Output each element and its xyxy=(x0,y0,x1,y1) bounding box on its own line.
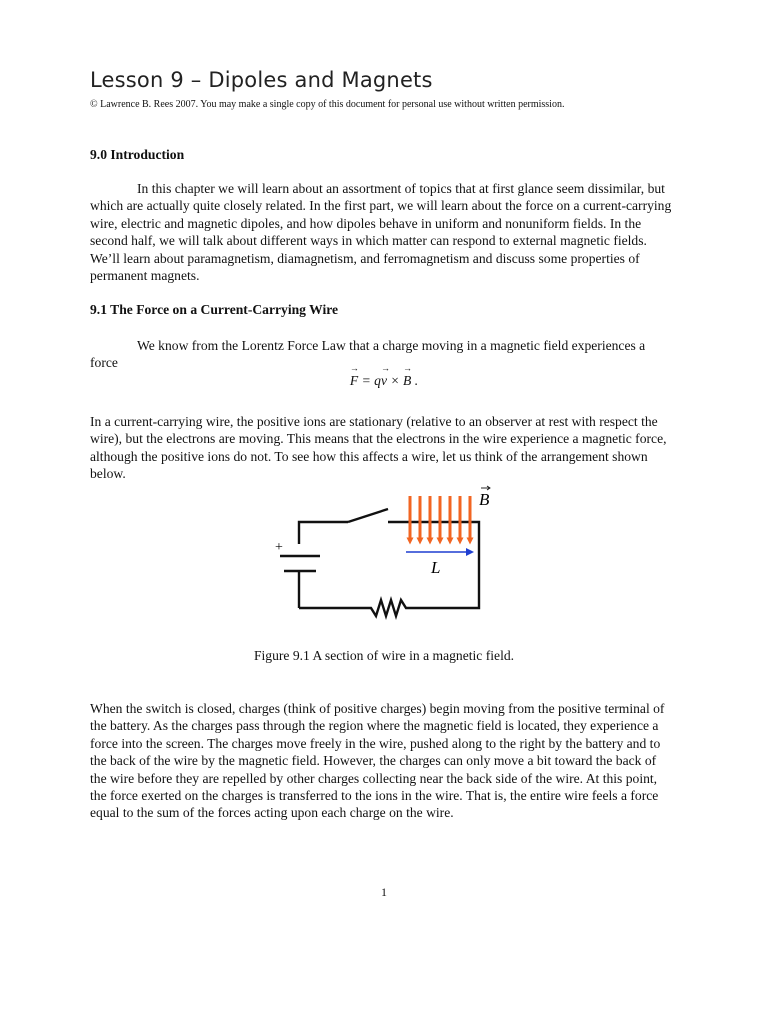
switch-paragraph: When the switch is closed, charges (think of positive charges) begin moving from the positive terminal of the battery. As the charges pass through the region where the magnetic field is located, they experience a force into the screen. The charges move freely in the wire, pushed along to the right by the battery and to the back of the wire by the magnetic field. However, the charges can only move a bit toward the back of the wire before they are repelled by other charges collecting near the back side of the wire. At this point, the force exerted on the charges is transferred to the ions in the wire. That is, the entire wire feels a force equal to the sum of the forces acting upon each charge on the wire. xyxy=(90,701,665,821)
equation-field-vector: → B xyxy=(403,373,411,389)
intro-paragraph: In this chapter we will learn about an assortment of topics that at first glance seem dissimilar, but which are actually quite closely related. In the first part, we will learn about the force on a current-carrying wire, electric and magnetic dipoles, and how dipoles behave in uniform and nonuniform fields. In the second half, we will talk about different ways in which matter can respond to external magnetic fields. We’ll learn about paramagnetism, diamagnetism, and ferromagnetism and discuss some properties of permanent magnets. xyxy=(90,181,672,284)
left-top-wire xyxy=(299,522,348,544)
wire-paragraph: In a current-carrying wire, the positive ions are stationary (relative to an observer at rest with respect the wire), but the electrons are moving. This means that the electrons in the wire experience a magnetic force, although the positive ions do not. To see how this affects a wire, let us think of the arrangement shown below. xyxy=(90,414,667,482)
field-label-b: B xyxy=(479,490,490,509)
equation-force-vector: → F xyxy=(350,373,358,389)
resistor xyxy=(366,600,410,616)
switch-arm xyxy=(348,509,388,522)
length-label-l: L xyxy=(431,558,441,577)
equation-period: . xyxy=(411,373,419,388)
equation-cross: × xyxy=(387,373,403,388)
section-heading-introduction: 9.0 Introduction xyxy=(90,147,185,162)
lesson-title: Lesson 9 – Dipoles and Magnets xyxy=(90,68,433,92)
page-number: 1 xyxy=(381,885,387,899)
figure-caption: Figure 9.1 A section of wire in a magnetic field. xyxy=(253,648,515,663)
copyright-notice: © Lawrence B. Rees 2007. You may make a single copy of this document for personal use without written permission. xyxy=(90,99,565,110)
circuit-wires xyxy=(299,509,479,616)
lorentz-equation xyxy=(0,373,768,389)
magnetic-field-arrows xyxy=(410,496,470,541)
battery xyxy=(280,556,320,571)
equation-velocity-vector: → v xyxy=(381,373,387,389)
lorentz-paragraph: We know from the Lorentz Force Law that a charge moving in a magnetic field experiences a force xyxy=(90,338,646,371)
section-heading-force: 9.1 The Force on a Current-Carrying Wire xyxy=(90,302,339,317)
circuit-figure xyxy=(260,484,500,624)
equation-equals-q: = q xyxy=(358,373,381,388)
battery-plus-label: + xyxy=(275,540,283,555)
